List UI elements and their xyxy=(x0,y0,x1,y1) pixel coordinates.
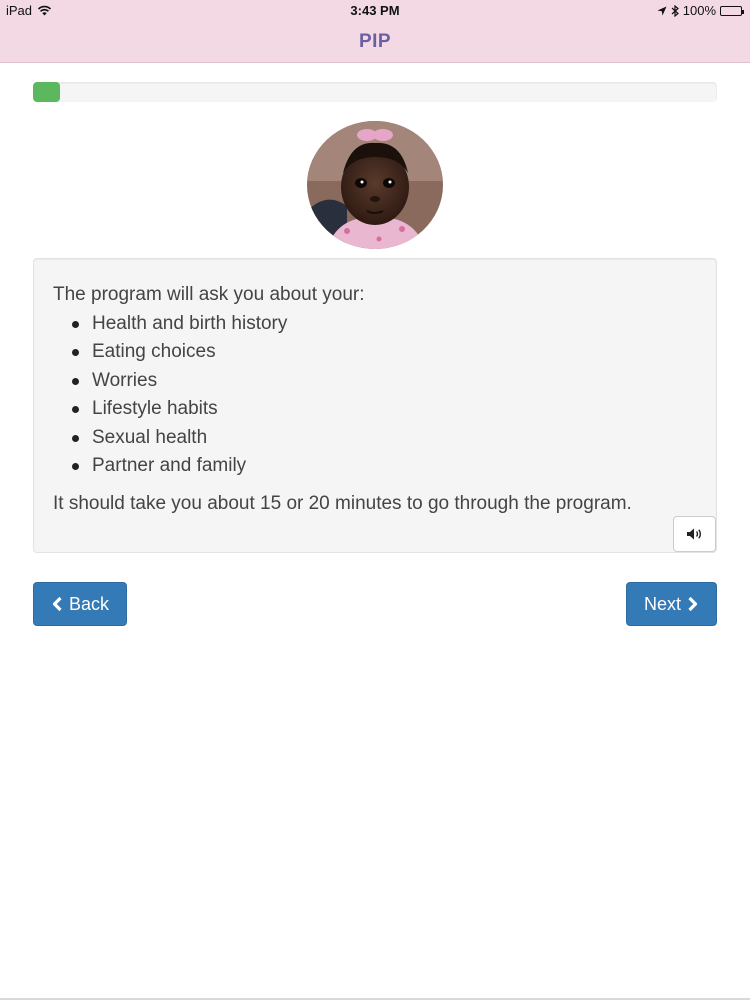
next-button[interactable] xyxy=(626,582,717,626)
page-title: PIP xyxy=(358,31,392,52)
back-button-label: Back xyxy=(68,593,110,614)
location-arrow-icon xyxy=(657,6,667,16)
list-item: Health and birth history xyxy=(53,310,697,338)
chevron-right-icon xyxy=(687,596,699,612)
next-button-label: Next xyxy=(643,593,681,614)
list-item: Sexual health xyxy=(53,424,697,452)
bluetooth-icon xyxy=(671,5,679,17)
back-button[interactable] xyxy=(33,582,127,626)
chevron-left-icon xyxy=(51,596,63,612)
info-panel xyxy=(33,258,717,553)
speaker-icon xyxy=(686,527,704,541)
closing-text: It should take you about 15 or 20 minutes to go through the program. xyxy=(53,493,632,515)
intro-text: The program will ask you about your: xyxy=(53,284,365,305)
list-item: Partner and family xyxy=(53,452,697,480)
topic-list xyxy=(53,310,697,480)
audio-play-button[interactable] xyxy=(673,516,716,552)
progress-track xyxy=(33,82,717,102)
avatar xyxy=(307,121,443,249)
device-label: iPad xyxy=(6,3,33,18)
list-item: Worries xyxy=(53,367,697,395)
baby-photo xyxy=(307,121,443,249)
battery-icon xyxy=(720,6,742,16)
status-bar xyxy=(0,0,750,22)
nav-bar xyxy=(0,22,750,63)
list-item: Eating choices xyxy=(53,338,697,366)
battery-percent: 100% xyxy=(682,3,716,18)
list-item: Lifestyle habits xyxy=(53,395,697,423)
status-time: 3:43 PM xyxy=(350,3,400,18)
progress-fill xyxy=(33,82,60,102)
status-right xyxy=(657,3,742,18)
